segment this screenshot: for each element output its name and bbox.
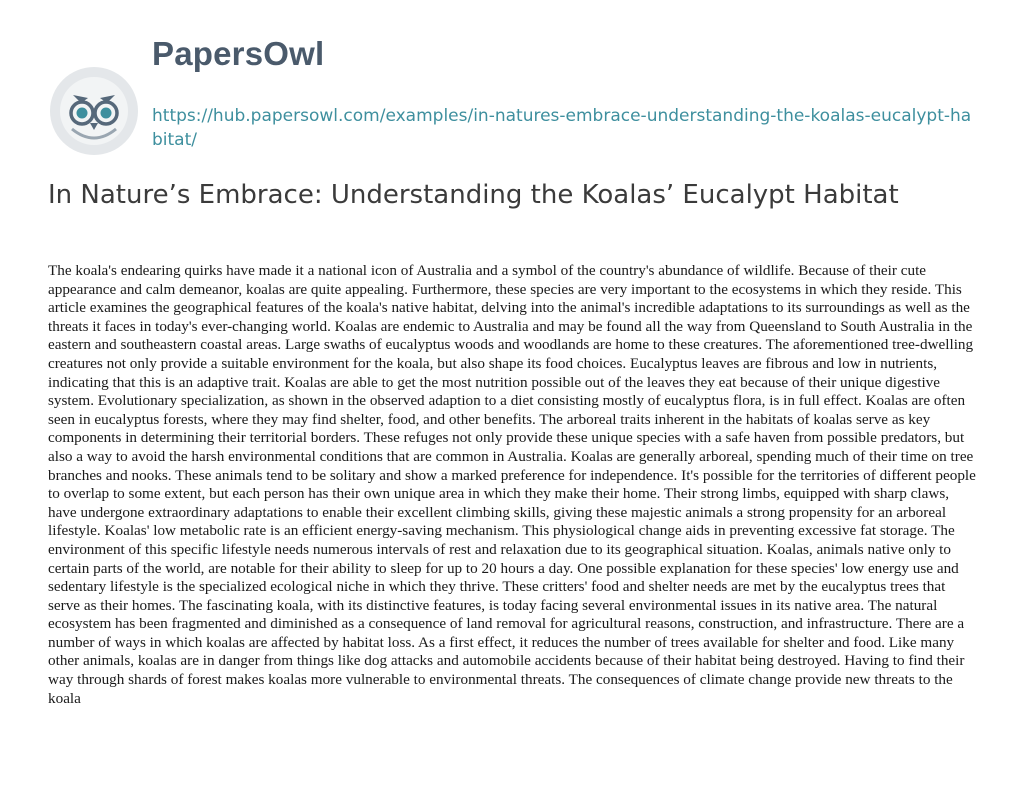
essay-body: The koala's endearing quirks have made it a national icon of Australia and a symbol of the country's abundance of wildlife. Because of their cute appearance and calm demeanor, koalas are quite appealing. Furthermore, these species are very important to the ecosystems in which they reside. This article examines the geographical features of the koala's native habitat, delving into the animal's incredible adaptations to its surroundings as well as the threats it faces in today's ever-changing world. Koalas are endemic to Australia and may be found all the way from Queensland to South Australia in the eastern and southeastern coastal areas. Large swaths of eucalyptus woods and woodlands are home to these creatures. The aforementioned tree-dwelling creatures not only provide a suitable environment for the koala, but also shape its food choices. Eucalyptus leaves are fibrous and low in nutrients, indicating that this is an adaptive trait. Koalas are able to get the most nutrition possible out of the leaves they eat because of their unique digestive system. Evolutionary specialization, as shown in the observed adaption to a diet consisting mostly of eucalyptus flora, is in full effect. Koalas are often seen in eucalyptus forests, where they may find shelter, food, and other benefits. The arboreal traits inherent in the habitats of koalas serve as key components in determining their territorial borders. These refuges not only provide these unique species with a safe haven from possible predators, but also a way to avoid the harsh environmental conditions that are common in Australia. Koalas are generally arboreal, spending much of their time on tree branches and nooks. These animals tend to be solitary and show a marked preference for independence. It's possible for the territories of different people to overlap to some extent, but each person has their own unique area in which they make their home. Their strong limbs, equipped with sharp claws, have undergone extraordinary adaptations to enable their excellent climbing skills, giving these majestic animals a strong propensity for an arboreal lifestyle. Koalas' low metabolic rate is an efficient energy-saving mechanism. This physiological change aids in preventing excessive fat storage. The environment of this specific lifestyle needs numerous intervals of rest and relaxation due to its geographical situation. Koalas, animals native only to certain parts of the world, are notable for their ability to sleep for up to 20 hours a day. One possible explanation for these species' low energy use and sedentary lifestyle is the specialized ecological niche in which they thrive. These critters' food and shelter needs are met by the eucalyptus trees that serve as their homes. The fascinating koala, with its distinctive features, is today facing several environmental issues in its native area. The natural ecosystem has been fragmented and diminished as a consequence of land removal for agricultural reasons, construction, and infrastructure. There are a number of ways in which koalas are affected by habitat loss. As a first effect, it reduces the number of trees available for shelter and food. Like many other animals, koalas are in danger from things like dog attacks and automobile accidents because of their habitat being destroyed. Having to find their way through shards of forest makes koalas more vulnerable to environmental threats. The consequences of climate change provide new threats to the koala [48, 262, 976, 707]
owl-logo-icon [48, 65, 140, 157]
site-header [48, 32, 988, 152]
brand-name[interactable]: PapersOwl [152, 35, 325, 72]
page-title: In Nature’s Embrace: Understanding the Koalas’ Eucalypt Habitat [48, 180, 899, 210]
source-url[interactable]: https://hub.papersowl.com/examples/in-natures-embrace-understanding-the-koalas-eucalypt-habitat/ [152, 106, 972, 150]
